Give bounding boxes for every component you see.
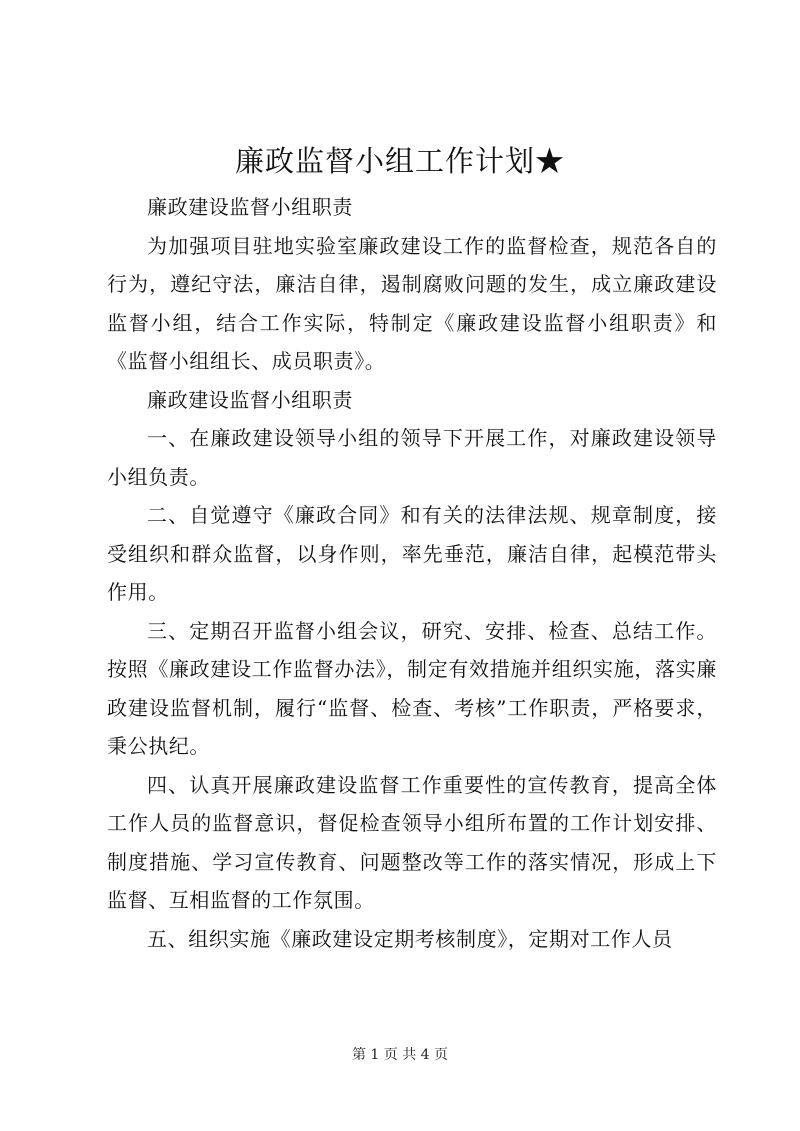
paragraph: 一、在廉政建设领导小组的领导下开展工作，对廉政建设领导小组负责。: [107, 426, 717, 489]
page-footer: 第 1 页 共 4 页: [351, 1047, 449, 1063]
paragraph: 二、自觉遵守《廉政合同》和有关的法律法规、规章制度，接受组织和群众监督，以身作则，率先垂范，廉洁自律，起模范带头作用。: [107, 503, 717, 604]
paragraph: 五、组织实施《廉政建设定期考核制度》，定期对工作人员: [147, 926, 673, 951]
paragraph: 四、认真开展廉政建设监督工作重要性的宣传教育，提高全体工作人员的监督意识，督促检查领导小组所布置的工作计划安排、制度措施、学习宣传教育、问题整改等工作的落实情况，形成上下监督、互相监督的工作氛围。: [107, 772, 717, 912]
document-title: 廉政监督小组工作计划★: [234, 144, 565, 178]
paragraph: 三、定期召开监督小组会议，研究、安排、检查、总结工作。按照《廉政建设工作监督办法》，制定有效措施并组织实施，落实廉政建设监督机制，履行“监督、检查、考核”工作职责，严格要求，秉公执纪。: [107, 618, 717, 758]
section-heading: 廉政建设监督小组职责: [147, 195, 353, 219]
section-heading: 廉政建设监督小组职责: [147, 387, 353, 412]
paragraph: 为加强项目驻地实验室廉政建设工作的监督检查，规范各自的行为，遵纪守法，廉洁自律，遏制腐败问题的发生，成立廉政建设监督小组，结合工作实际，特制定《廉政建设监督小组职责》和《监督小组组长、成员职责》。: [107, 233, 717, 373]
document-body: [107, 188, 717, 958]
